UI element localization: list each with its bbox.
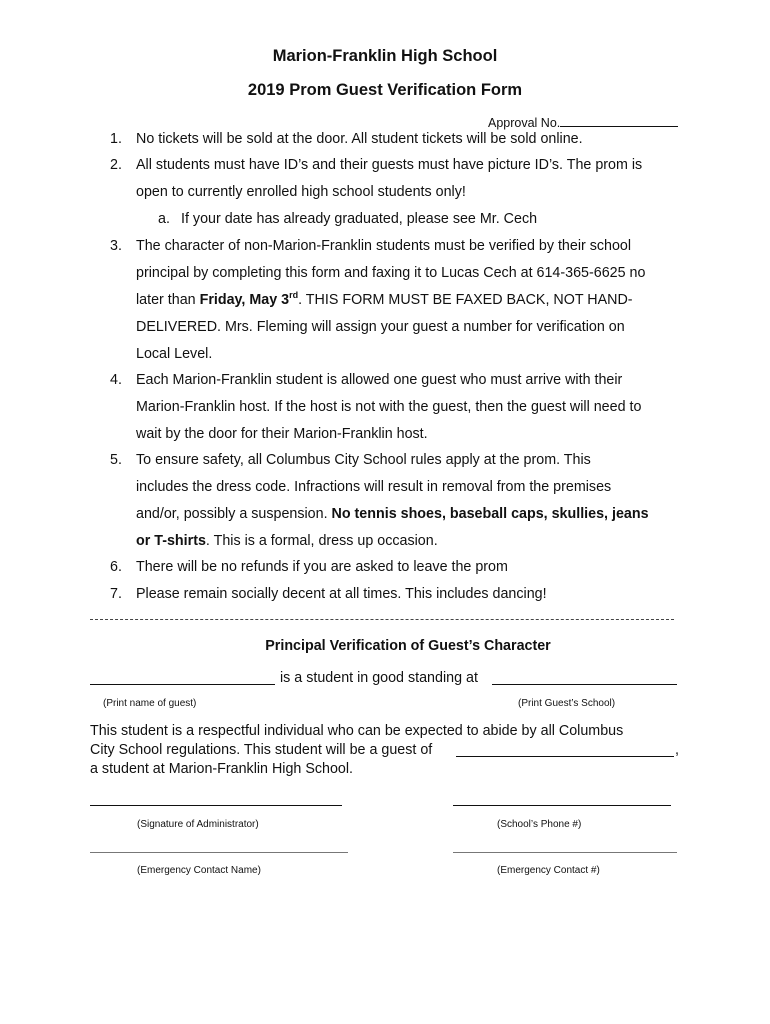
approval-number-field[interactable] [560, 114, 678, 127]
rule-4-number: 4. [110, 372, 122, 388]
emergency-contact-number-field[interactable] [453, 852, 677, 853]
rule-5-formal-text: . This is a formal, dress up occasion. [205, 533, 438, 549]
rule-3-deadline-pre: later than [136, 292, 200, 308]
rule-7-number: 7. [110, 586, 122, 602]
rule-3-deadline-date: Friday, May 3 [199, 292, 290, 308]
verification-para-line-2: City School regulations. This student will be a guest of [90, 742, 433, 758]
verification-para-comma: , [675, 742, 679, 758]
rule-2-line-2: open to currently enrolled high school students only! [136, 184, 466, 200]
host-name-field[interactable] [456, 756, 674, 757]
rule-2a-text: If your date has already graduated, please see Mr. Cech [181, 211, 538, 227]
rule-5-suspension-text: and/or, possibly a suspension. [136, 506, 332, 522]
rule-5-tshirts-bold: or T-shirts [136, 533, 206, 549]
guest-name-field[interactable] [90, 684, 275, 685]
rule-5-line-2: includes the dress code. Infractions will result in removal from the premises [136, 479, 612, 495]
approval-number [488, 114, 678, 130]
rule-3-deadline-post: . THIS FORM MUST BE FAXED BACK, NOT HAND- [298, 292, 633, 308]
rule-4-line-2: Marion-Franklin host. If the host is not with the guest, then the guest will need to [136, 399, 642, 415]
emergency-contact-name-field[interactable] [90, 852, 348, 853]
verification-para-line-3: a student at Marion-Franklin High School. [90, 761, 354, 777]
rule-3-deadline-suffix: rd [289, 290, 299, 300]
administrator-signature-field[interactable] [90, 805, 342, 806]
rule-5-line-1: To ensure safety, all Columbus City School rules apply at the prom. This [136, 452, 591, 468]
verification-title: Principal Verification of Guest’s Character [265, 638, 551, 654]
rule-1-text: No tickets will be sold at the door. All student tickets will be sold online. [136, 131, 583, 147]
rule-5-line-3 [136, 506, 649, 522]
guest-school-field[interactable] [492, 684, 677, 685]
guest-name-caption: (Print name of guest) [103, 698, 197, 709]
rule-5-number: 5. [110, 452, 122, 468]
section-divider [90, 619, 674, 620]
rule-4-line-1: Each Marion-Franklin student is allowed one guest who must arrive with their [136, 372, 623, 388]
signature-caption: (Signature of Administrator) [137, 819, 259, 830]
rule-2a-letter: a. [158, 211, 170, 227]
approval-label: Approval No. [488, 116, 561, 130]
rule-3-line-5: Local Level. [136, 346, 213, 362]
rule-4-line-3: wait by the door for their Marion-Franklin host. [136, 426, 428, 442]
guest-school-caption: (Print Guest’s School) [518, 698, 616, 709]
rule-6-text: There will be no refunds if you are asked to leave the prom [136, 559, 508, 575]
rule-7-text: Please remain socially decent at all times. This includes dancing! [136, 586, 547, 602]
emergency-number-caption: (Emergency Contact #) [497, 865, 600, 876]
form-title: 2019 Prom Guest Verification Form [247, 81, 523, 99]
emergency-name-caption: (Emergency Contact Name) [137, 865, 261, 876]
rule-3-line-4: DELIVERED. Mrs. Fleming will assign your guest a number for verification on [136, 319, 625, 335]
rule-1-number: 1. [110, 131, 122, 147]
rule-2-number: 2. [110, 157, 122, 173]
good-standing-text: is a student in good standing at [280, 670, 478, 686]
rule-5-dress-code-bold: No tennis shoes, baseball caps, skullies, jeans [331, 506, 649, 522]
rule-3-line-2: principal by completing this form and faxing it to Lucas Cech at 614-365-6625 no [136, 265, 646, 281]
rule-3-number: 3. [110, 238, 122, 254]
verification-para-line-1: This student is a respectful individual who can be expected to abide by all Columbus [90, 723, 624, 739]
school-phone-caption: (School’s Phone #) [497, 819, 582, 830]
school-phone-field[interactable] [453, 805, 671, 806]
rule-6-number: 6. [110, 559, 122, 575]
rule-3-line-3 [136, 292, 633, 308]
rule-3-line-1: The character of non-Marion-Franklin students must be verified by their school [136, 238, 632, 254]
school-name: Marion-Franklin High School [272, 47, 498, 65]
rule-5-line-4 [136, 533, 438, 549]
rule-2-line-1: All students must have ID’s and their guests must have picture ID’s. The prom is [136, 157, 643, 173]
